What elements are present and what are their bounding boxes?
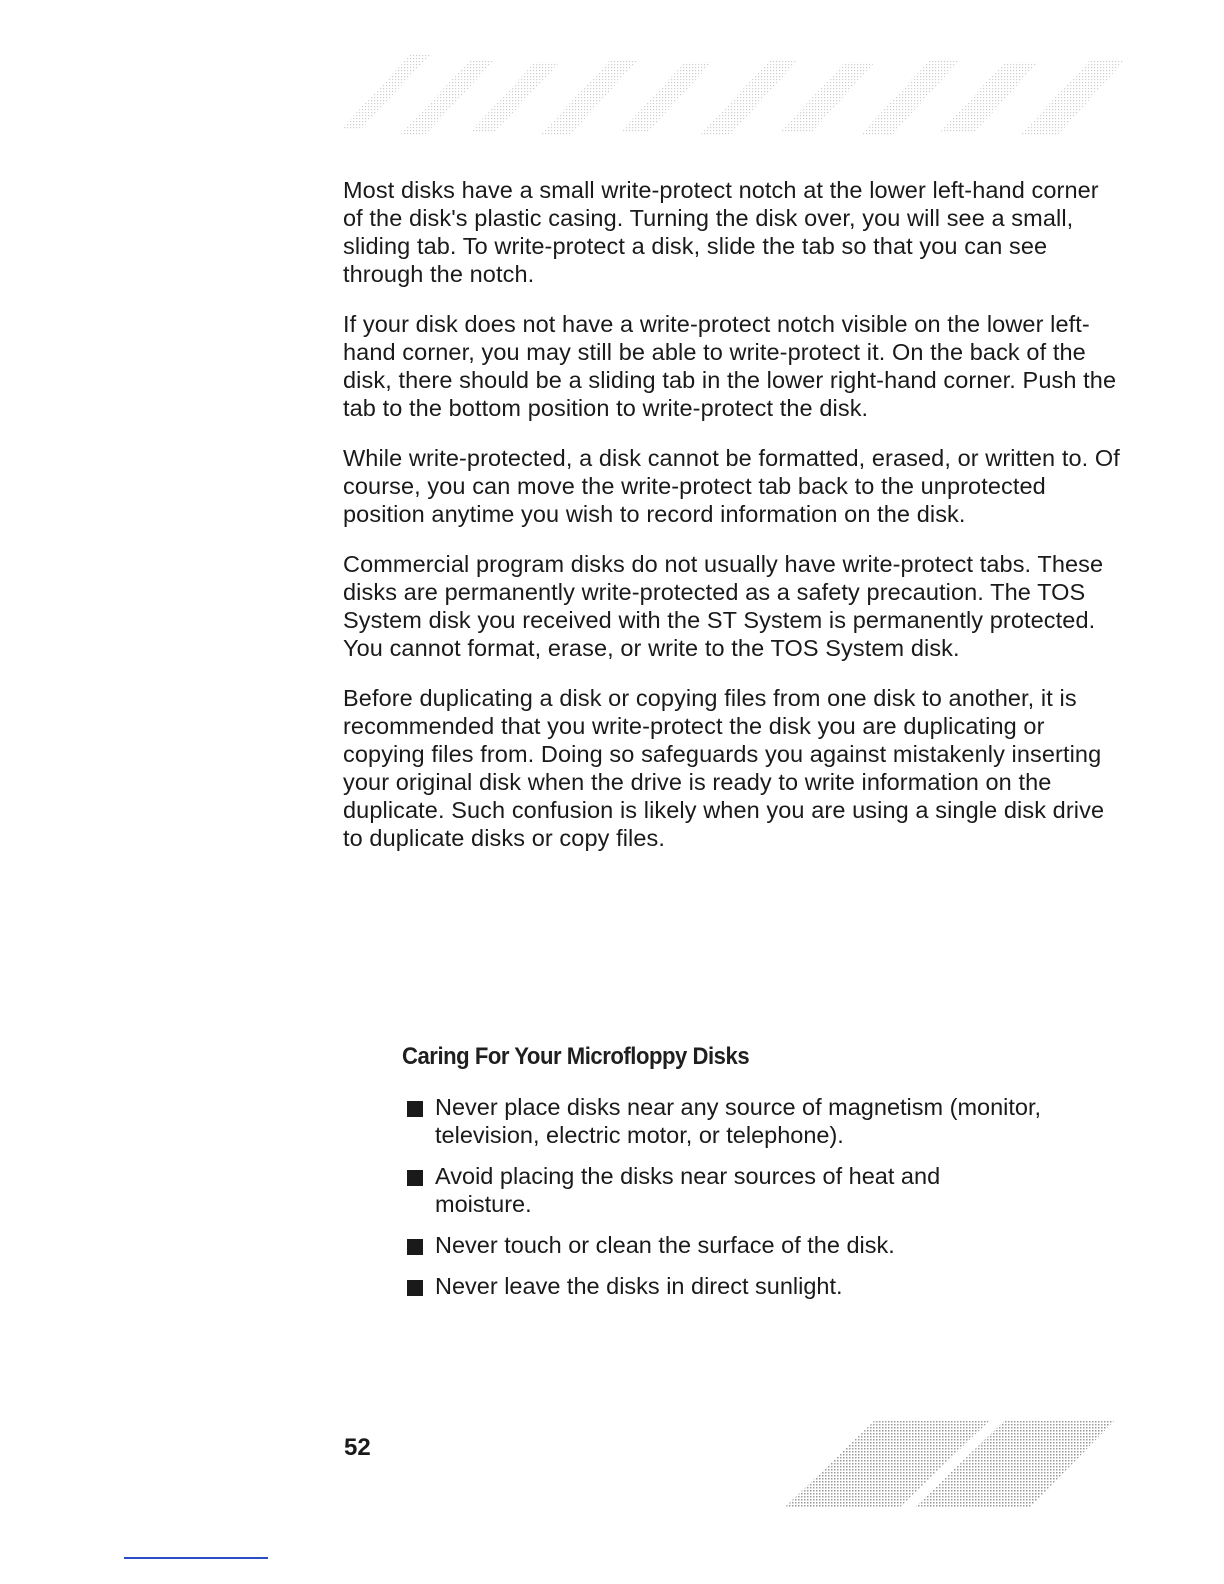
list-item <box>402 1093 1042 1149</box>
bullet-text: Never touch or clean the surface of the disk. <box>435 1232 895 1258</box>
header-stripe-decoration <box>320 40 1160 150</box>
list-item <box>402 1272 1042 1300</box>
footer-stripe-decoration <box>780 1412 1120 1514</box>
paragraph: Commercial program disks do not usually have write-protect tabs. These disks are permanently write-protected as a safety precaution. The TOS System disk you received with the ST System is permanently protected. You cannot format, erase, or write to the TOS System disk. <box>343 551 1104 661</box>
paragraph: Most disks have a small write-protect notch at the lower left-hand corner of the disk's plastic casing. Turning the disk over, you will see a small, sliding tab. To write-protect a disk, slide the tab so that you can see through the notch. <box>343 177 1099 287</box>
bullet-text: Avoid placing the disks near sources of heat and moisture. <box>435 1163 941 1217</box>
bottom-rule <box>124 1557 268 1559</box>
square-bullet-icon <box>407 1239 423 1255</box>
square-bullet-icon <box>407 1101 423 1117</box>
square-bullet-icon <box>407 1280 423 1296</box>
square-bullet-icon <box>407 1170 423 1186</box>
bullet-text: Never leave the disks in direct sunlight. <box>435 1273 843 1299</box>
care-bullet-list <box>402 1093 1042 1300</box>
paragraph: While write-protected, a disk cannot be formatted, erased, or written to. Of course, you can move the write-protect tab back to the unprotected position anytime you wish to record information on the disk. <box>343 445 1120 527</box>
bullet-text: Never place disks near any source of magnetism (monitor, television, electric motor, or telephone). <box>435 1094 1042 1148</box>
page-number: 52 <box>344 1434 371 1461</box>
paragraph: If your disk does not have a write-protect notch visible on the lower left-hand corner, you may still be able to write-protect it. On the back of the disk, there should be a sliding tab in the lower right-hand corner. Push the tab to the bottom position to write-protect the disk. <box>343 311 1117 421</box>
list-item <box>402 1231 1042 1259</box>
list-item <box>402 1162 1042 1218</box>
paragraph: Before duplicating a disk or copying files from one disk to another, it is recommended that you write-protect the disk you are duplicating or copying files from. Doing so safeguards you against mistakenly inserting your original disk when the drive is ready to write information on the duplicate. Such confusion is likely when you are using a single disk drive to duplicate disks or copy files. <box>343 685 1105 851</box>
care-section <box>402 1043 1042 1313</box>
body-text <box>343 176 1123 874</box>
section-title: Caring For Your Microfloppy Disks <box>402 1043 750 1070</box>
